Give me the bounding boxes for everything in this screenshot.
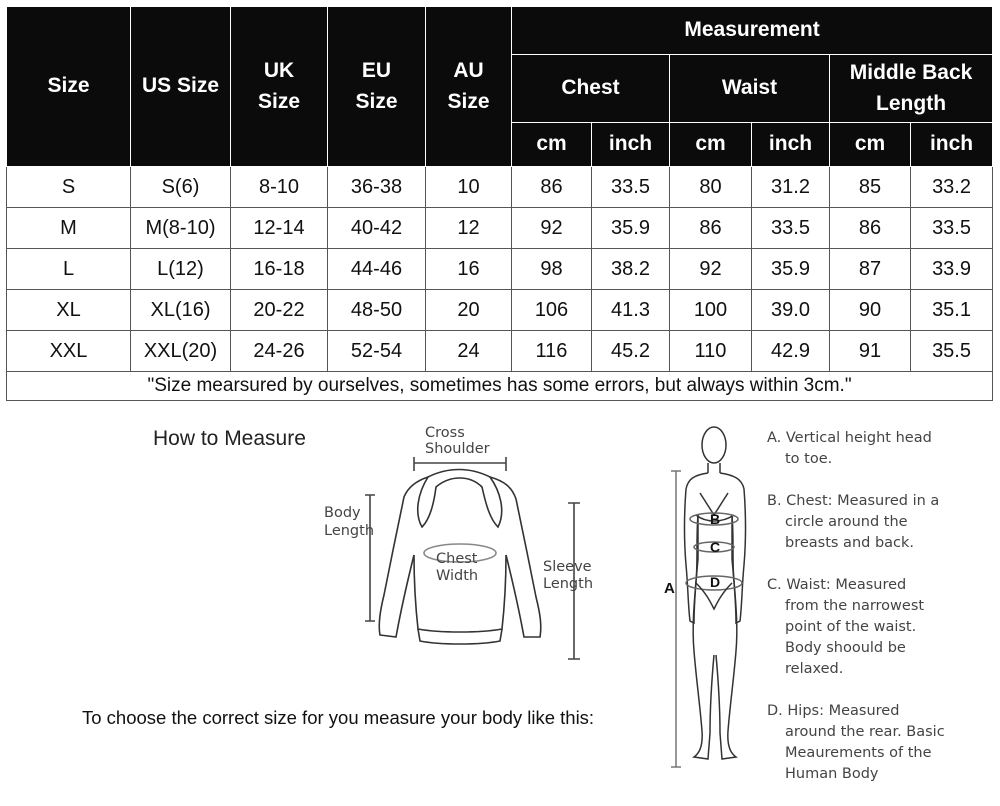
header-measurement: Measurement (512, 7, 993, 55)
cell-uk-size: 12-14 (231, 208, 328, 249)
header-unit-cm: cm (830, 123, 911, 167)
size-chart-table (6, 6, 993, 401)
cell-waist-inch: 33.5 (752, 208, 830, 249)
header-chest: Chest (512, 55, 670, 123)
choose-size-instruction: To choose the correct size for you measure your body like this: (82, 707, 595, 728)
cell-us-size: XL(16) (131, 290, 231, 331)
label-shoulder: Shoulder (425, 441, 490, 457)
header-au-size: AU Size (426, 7, 512, 167)
cell-uk-size: 24-26 (231, 331, 328, 372)
cell-back-cm: 87 (830, 249, 911, 290)
cell-waist-inch: 39.0 (752, 290, 830, 331)
step-d-head: D. Hips: Measured (767, 703, 900, 719)
header-size: Size (7, 7, 131, 167)
cell-size: S (7, 167, 131, 208)
cell-eu-size: 52-54 (328, 331, 426, 372)
cell-chest-inch: 45.2 (592, 331, 670, 372)
cell-us-size: XXL(20) (131, 331, 231, 372)
cell-chest-cm: 86 (512, 167, 592, 208)
cell-back-cm: 91 (830, 331, 911, 372)
human-body-figure (650, 415, 760, 785)
header-unit-cm: cm (512, 123, 592, 167)
table-row (7, 331, 993, 372)
cell-waist-inch: 31.2 (752, 167, 830, 208)
label-sleeve-length: Length (543, 576, 594, 592)
garment-measure-diagram (310, 415, 600, 665)
cell-eu-size: 44-46 (328, 249, 426, 290)
header-unit-cm: cm (670, 123, 752, 167)
label-sleeve: Sleeve (543, 559, 592, 575)
step-d (767, 701, 997, 785)
cell-back-inch: 35.5 (911, 331, 993, 372)
cell-chest-inch: 38.2 (592, 249, 670, 290)
step-c-rest: from the narrowest point of the waist. Body shoould be relaxed. (785, 598, 925, 677)
header-unit-inch: inch (592, 123, 670, 167)
step-a-head: A. Vertical height head (767, 430, 932, 446)
cell-us-size: M(8-10) (131, 208, 231, 249)
cell-chest-inch: 41.3 (592, 290, 670, 331)
how-to-measure-title: How to Measure (153, 427, 306, 450)
cell-back-cm: 85 (830, 167, 911, 208)
cell-au-size: 12 (426, 208, 512, 249)
header-uk-size: UK Size (231, 7, 328, 167)
cell-chest-cm: 92 (512, 208, 592, 249)
header-middle-back-length: Middle Back Length (830, 55, 993, 123)
header-unit-inch: inch (911, 123, 993, 167)
cell-us-size: S(6) (131, 167, 231, 208)
cell-back-inch: 33.5 (911, 208, 993, 249)
cell-waist-cm: 110 (670, 331, 752, 372)
cell-au-size: 16 (426, 249, 512, 290)
marker-d: D (710, 574, 721, 590)
label-body-length: Length (324, 523, 375, 539)
cell-chest-inch: 35.9 (592, 208, 670, 249)
label-cross: Cross (425, 425, 465, 441)
marker-a: A (664, 580, 675, 597)
step-b-rest: circle around the breasts and back. (785, 514, 915, 551)
cell-chest-cm: 106 (512, 290, 592, 331)
header-waist: Waist (670, 55, 830, 123)
cell-waist-cm: 80 (670, 167, 752, 208)
header-us-size: US Size (131, 7, 231, 167)
step-c (767, 575, 997, 680)
cell-au-size: 20 (426, 290, 512, 331)
cell-back-inch: 35.1 (911, 290, 993, 331)
cell-uk-size: 16-18 (231, 249, 328, 290)
header-eu-size: EU Size (328, 7, 426, 167)
step-b-head: B. Chest: Measured in a (767, 493, 940, 509)
cell-uk-size: 8-10 (231, 167, 328, 208)
cell-back-inch: 33.2 (911, 167, 993, 208)
cell-eu-size: 40-42 (328, 208, 426, 249)
cell-waist-cm: 86 (670, 208, 752, 249)
cell-back-inch: 33.9 (911, 249, 993, 290)
cell-chest-cm: 116 (512, 331, 592, 372)
cell-size: M (7, 208, 131, 249)
label-chest: Chest (436, 551, 478, 567)
label-width: Width (436, 568, 479, 584)
step-a-rest: to toe. (785, 451, 833, 467)
table-row (7, 167, 993, 208)
cell-chest-inch: 33.5 (592, 167, 670, 208)
cell-back-cm: 86 (830, 208, 911, 249)
header-unit-inch: inch (752, 123, 830, 167)
cell-waist-cm: 92 (670, 249, 752, 290)
cell-size: XXL (7, 331, 131, 372)
cell-uk-size: 20-22 (231, 290, 328, 331)
cell-au-size: 24 (426, 331, 512, 372)
table-row (7, 249, 993, 290)
step-c-head: C. Waist: Measured (767, 577, 907, 593)
cell-size: L (7, 249, 131, 290)
cell-eu-size: 48-50 (328, 290, 426, 331)
step-a (767, 428, 997, 470)
size-note: "Size mearsured by ourselves, sometimes has some errors, but always within 3cm." (7, 372, 993, 401)
cell-au-size: 10 (426, 167, 512, 208)
cell-waist-inch: 42.9 (752, 331, 830, 372)
table-row (7, 208, 993, 249)
cell-eu-size: 36-38 (328, 167, 426, 208)
cell-back-cm: 90 (830, 290, 911, 331)
label-body: Body (324, 505, 361, 521)
cell-waist-cm: 100 (670, 290, 752, 331)
cell-us-size: L(12) (131, 249, 231, 290)
cell-waist-inch: 35.9 (752, 249, 830, 290)
cell-size: XL (7, 290, 131, 331)
marker-b: B (710, 511, 721, 527)
measurement-steps (767, 428, 997, 806)
table-row (7, 290, 993, 331)
step-d-rest: around the rear. Basic Meaurements of the Human Body (785, 724, 945, 782)
step-b (767, 491, 997, 554)
cell-chest-cm: 98 (512, 249, 592, 290)
marker-c: C (710, 539, 721, 555)
